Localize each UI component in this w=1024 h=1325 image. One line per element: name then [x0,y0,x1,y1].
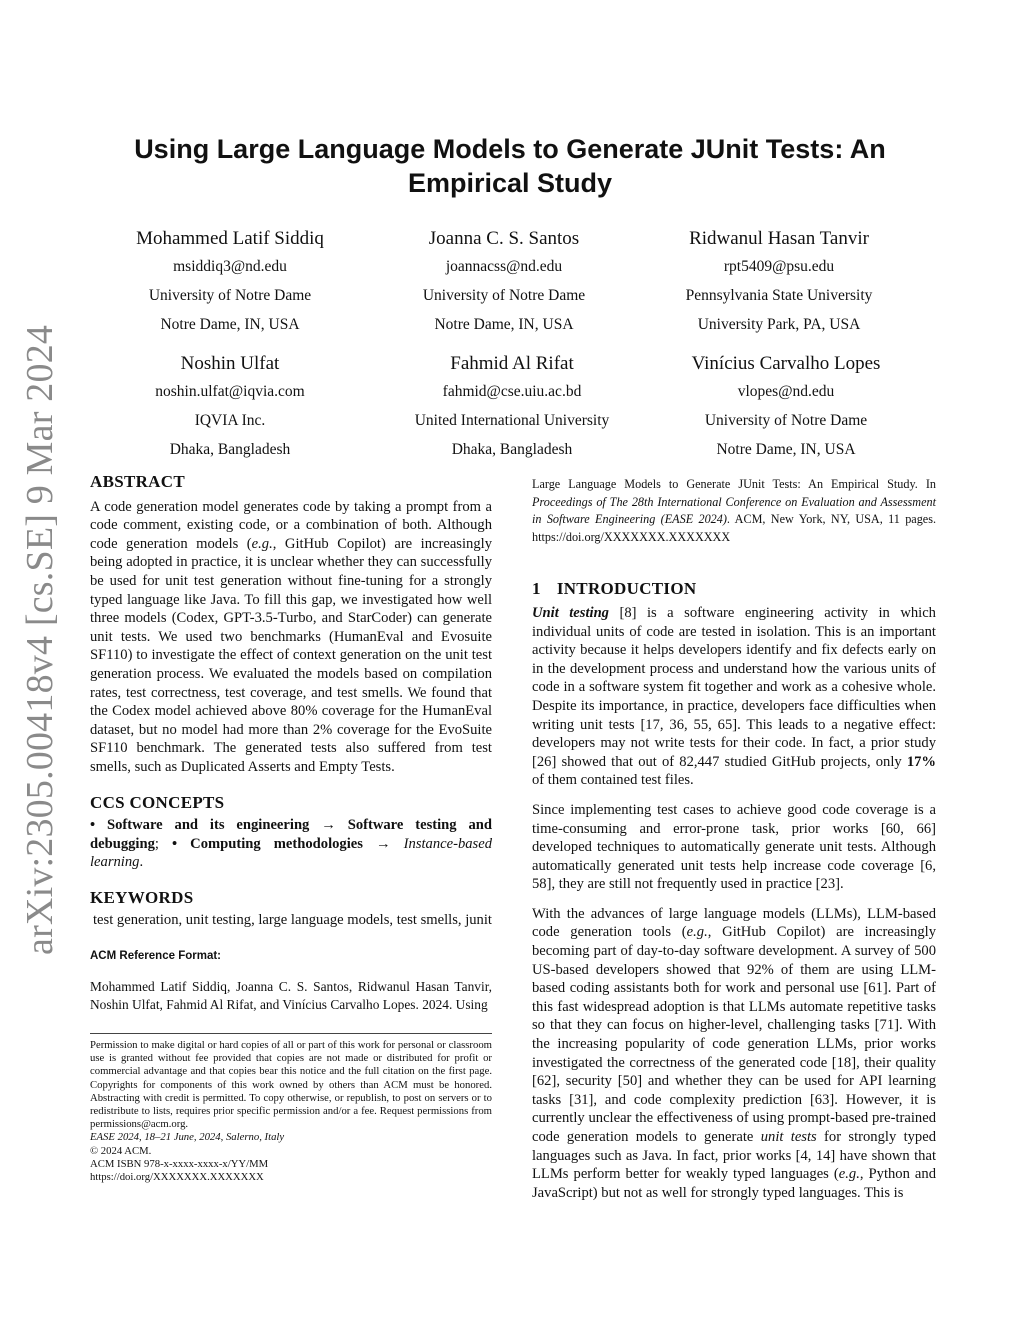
author-block-3 [629,225,929,339]
acm-reference-text: Mohammed Latif Siddiq, Joanna C. S. Santos, Ridwanul Hasan Tanvir, Noshin Ulfat, Fahmid Al Rifat, and Vinícius Carvalho Lopes. 2024. Using [90,978,492,1012]
paper-title [110,132,910,200]
intro-paragraph-2: Since implementing test cases to achieve good code coverage is a time-consuming and error-prone task, prior works [60, 66] developed techniques to automatically generate unit tests. Although automatically generated unit tests help increase code coverage [6, 58], they are still not frequently used in practice [23]. [532,801,936,893]
author-block-5 [362,350,662,464]
author-affiliation: University of Notre Dame [704,412,868,429]
footnote-rule [90,1033,492,1034]
author-name: Joanna C. S. Santos [428,228,580,249]
author-affiliation: IQVIA Inc. [194,412,266,429]
author-block-1 [80,225,380,339]
ccs-concepts-text: • Software and its engineering → Software testing and debugging; • Computing methodologies → Instance-based learning. [90,817,493,871]
permission-footnote [90,1033,492,1184]
author-affiliation: Pennsylvania State University [685,287,873,304]
acm-reference-heading: ACM Reference Format: [90,950,221,963]
author-location: Dhaka, Bangladesh [169,441,291,458]
intro-paragraph-1: Unit testing [8] is a software engineering activity in which individual units of code are tested in isolation. This is an important activity because it helps developers identify and fix defects early on in the development process and understand how the various units of code in a software system fit together and work as a cohesive whole. Despite its importance, in practice, developers face difficulties when writing unit tests [17, 36, 55, 65]. This leads to a negative effect: developers may not write tests for their code. In fact, a prior study [26] showed that out of 82,447 studied GitHub projects, only 17% of them contained test files. [532,604,936,789]
author-location: Dhaka, Bangladesh [451,441,573,458]
acm-reference-continuation: Large Language Models to Generate JUnit Tests: An Empirical Study. In Proceedings of The 28th International Conference on Evaluation and Assessment in Software Engineering (EASE 2024). ACM, New York, NY, USA, 11 pages. https://doi.org/XXXXXXX.XXXXXXX [532,477,937,544]
conference-line: EASE 2024, 18–21 June, 2024, Salerno, Italy [90,1131,285,1144]
title-line-2: Empirical Study [407,168,613,198]
ccs-concepts-heading: CCS CONCEPTS [90,792,225,812]
author-block-6 [636,350,936,464]
author-block-2 [354,225,654,339]
author-email[interactable]: joannacss@nd.edu [445,258,563,275]
author-email[interactable]: noshin.ulfat@iqvia.com [155,383,305,400]
author-affiliation: United International University [414,412,610,429]
author-email[interactable]: rpt5409@psu.edu [723,258,835,275]
isbn-line: ACM ISBN 978-x-xxxx-xxxx-x/YY/MM [90,1157,269,1170]
author-name: Vinícius Carvalho Lopes [691,353,881,374]
author-location: Notre Dame, IN, USA [160,316,300,333]
author-location: Notre Dame, IN, USA [716,441,856,458]
author-email[interactable]: fahmid@cse.uiu.ac.bd [442,383,582,400]
author-name: Fahmid Al Rifat [450,353,574,374]
right-column [532,476,936,1202]
author-block-4 [80,350,380,464]
keywords-text: test generation, unit testing, large language models, test smells, junit [93,912,492,929]
doi-line[interactable]: https://doi.org/XXXXXXX.XXXXXXX [90,1171,264,1184]
author-affiliation: University of Notre Dame [422,287,586,304]
arxiv-identifier-stamp: arXiv:2305.00418v4 [cs.SE] 9 Mar 2024 [19,324,61,955]
author-location: University Park, PA, USA [697,316,861,333]
introduction-heading: 1 INTRODUCTION [532,579,697,599]
author-name: Mohammed Latif Siddiq [136,228,324,249]
author-location: Notre Dame, IN, USA [434,316,574,333]
author-name: Noshin Ulfat [180,353,280,374]
author-email[interactable]: vlopes@nd.edu [737,383,835,400]
intro-paragraph-3: With the advances of large language models (LLMs), LLM-based code generation tools (e.g., GitHub Copilot) are increasingly becoming part of day-to-day software development. A survey of 500 US-based developers showed that 92% of them are using LLM-based coding assistants both for work and personal use [61]. Part of this fast widespread adoption is that LLMs automate repetitive tasks so that they can focus on higher-level, challenging tasks [71]. With the increasing popularity of code generation LLMs, prior works investigated the correctness of the generated code [18], their quality [62], security [50] and whether they can be used for API learning tasks [31], and code complexity prediction [63]. However, it is currently unclear the effectiveness of using prompt-based pre-trained code generation models to generate unit tests for strongly typed languages such as Java. In fact, prior works [4, 14] have shown that LLMs perform better for weakly typed languages (e.g., Python and JavaScript) but not as well for strongly typed languages. This is [532,905,937,1201]
title-line-1: Using Large Language Models to Generate JUnit Tests: An [134,134,886,164]
author-affiliation: University of Notre Dame [148,287,312,304]
author-name: Ridwanul Hasan Tanvir [689,228,869,249]
keywords-heading: KEYWORDS [90,887,194,907]
abstract-text: A code generation model generates code by taking a prompt from a code comment, existing code, or a combination of both. Although code generation models (e.g., GitHub Copilot) are increasingly being adopted in practice, it is unclear whether they can successfully be used for unit test generation without fine-tuning for a strongly typed language like Java. To fill this gap, we investigated how well three models (Codex, GPT-3.5-Turbo, and StarCoder) can generate unit tests. We used two benchmarks (HumanEval and Evosuite SF110) to investigate the effect of context generation on the unit test generation process. We evaluated the models based on compilation rates, test correctness, test coverage, and test smells. We found that the Codex model achieved above 80% coverage for the HumanEval dataset, but no model had more than 2% coverage for the EvoSuite SF110 benchmark. The generated tests also suffered from test smells, such as Duplicated Asserts and Empty Tests. [90,498,492,775]
left-column [90,473,492,1014]
copyright-line: © 2024 ACM. [90,1144,152,1157]
author-email[interactable]: msiddiq3@nd.edu [173,258,287,275]
permission-notice: Permission to make digital or hard copies of all or part of this work for personal or classroom use is granted without fee provided that copies are not made or distributed for profit or commercial advantage and that copies bear this notice and the full citation on the first page. Copyrights for components of this work owned by others than ACM must be honored. Abstracting with credit is permitted. To copy otherwise, or republish, to post on servers or to redistribute to lists, requires prior specific permission and/or a fee. Request permissions from permissions@acm.org. [90,1039,492,1131]
abstract-heading: ABSTRACT [90,472,185,491]
